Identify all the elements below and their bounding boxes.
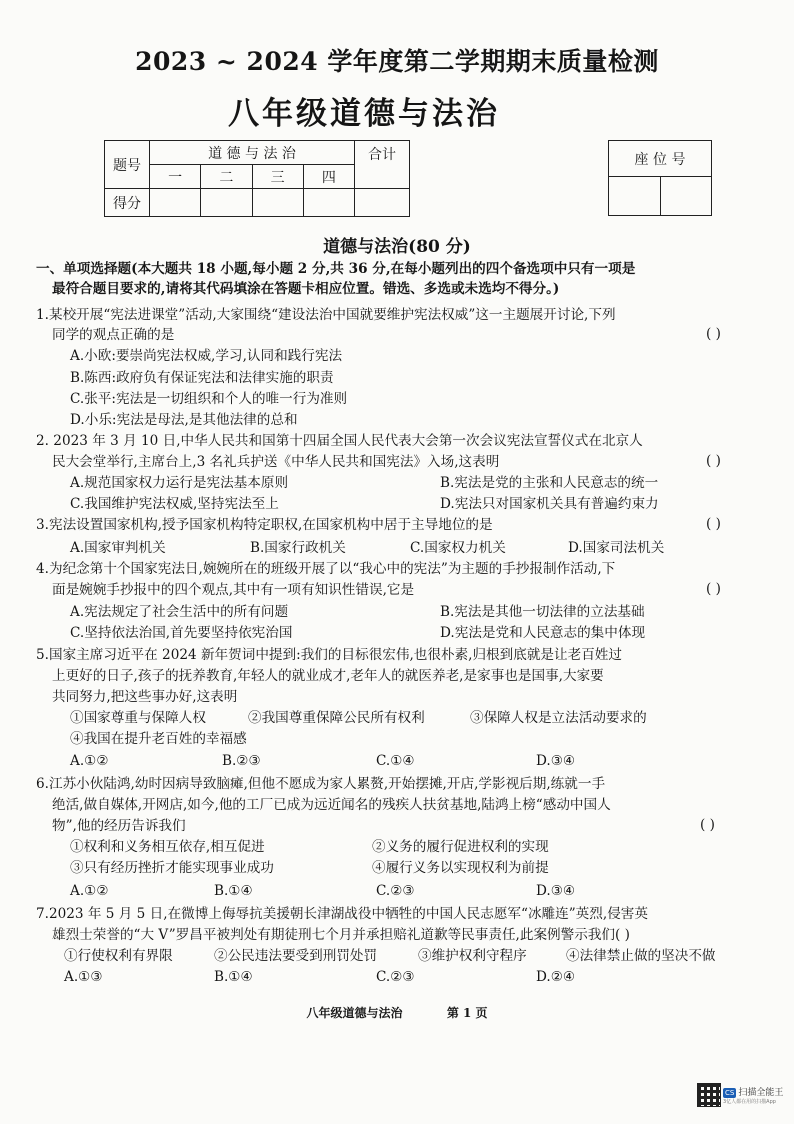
q6-option-a: A.①② (70, 883, 109, 899)
q6-stem-line1: 6.江苏小伙陆鸿,幼时因病导致脑瘫,但他不愿成为家人累赘,开始摆摊,开店,学影视后期,练就一手 (36, 776, 606, 792)
q2-answer-paren[interactable]: ( ) (706, 453, 721, 469)
q5-item-1: ①国家尊重与保障人权 (70, 710, 206, 726)
seat-number-box (608, 140, 712, 216)
scanner-watermark-subtext: 3亿人都在用的扫描App (723, 1099, 776, 1105)
q1-option-d: D.小乐:宪法是母法,是其他法律的总和 (70, 412, 298, 428)
q5-stem-line2: 上更好的日子,孩子的抚养教育,年轻人的就业成才,老年人的就医养老,是家事也是国事,大家要 (52, 668, 604, 684)
q6-option-c: C.②③ (376, 883, 415, 899)
q1-answer-paren[interactable]: ( ) (706, 326, 721, 342)
q7-stem-line1: 7.2023 年 5 月 5 日,在微博上侮辱抗美援朝长津湖战役中牺牲的中国人民志愿军“冰雕连”英烈,侵害英 (36, 906, 648, 922)
q7-item-4: ④法律禁止做的坚决不做 (566, 948, 716, 964)
score-cell-3[interactable] (252, 189, 303, 217)
q3-option-d: D.国家司法机关 (568, 540, 665, 556)
q4-option-a: A.宪法规定了社会生活中的所有问题 (70, 604, 289, 620)
q6-item-2: ②义务的履行促进权利的实现 (372, 839, 549, 855)
section-title: 道德与法治(80 分) (323, 237, 471, 257)
q5-option-d: D.③④ (536, 753, 576, 769)
q7-option-a: A.①③ (64, 969, 103, 985)
q3-answer-paren[interactable]: ( ) (706, 516, 721, 532)
scanner-watermark (723, 1085, 783, 1098)
q5-stem-line1: 5.国家主席习近平在 2024 新年贺词中提到:我们的目标很宏伟,也很朴素,归根到底就是让老百姓过 (36, 647, 622, 663)
q7-item-1: ①行使权利有界限 (64, 948, 173, 964)
score-cell-2[interactable] (201, 189, 252, 217)
row-label-question: 题号 (105, 141, 150, 189)
q1-stem-line2: 同学的观点正确的是 (52, 327, 175, 343)
q6-item-1: ①权利和义务相互依存,相互促进 (70, 839, 265, 855)
q2-option-a: A.规范国家权力运行是宪法基本原则 (70, 475, 289, 491)
q7-stem-line2: 雄烈士荣誉的“大 V”罗昌平被判处有期徒刑七个月并承担赔礼道歉等民事责任,此案例警示我们( ) (52, 927, 630, 943)
footer-subject: 八年级道德与法治 (306, 1006, 403, 1020)
q7-item-3: ③维护权利守程序 (418, 948, 527, 964)
q1-stem-line1: 1.某校开展“宪法进课堂”活动,大家围绕“建设法治中国就要维护宪法权威”这一主题展开讨论,下列 (36, 307, 616, 323)
q6-item-3: ③只有经历挫折才能实现事业成功 (70, 860, 274, 876)
q5-item-3: ③保障人权是立法活动要求的 (470, 710, 647, 726)
q5-option-b: B.②③ (222, 753, 261, 769)
q1-option-c: C.张平:宪法是一切组织和个人的唯一行为准则 (70, 391, 348, 407)
q7-option-d: D.②④ (536, 969, 576, 985)
col-1: 一 (150, 165, 201, 189)
q7-option-c: C.②③ (376, 969, 415, 985)
q3-option-b: B.国家行政机关 (250, 540, 346, 556)
subject-header: 道 德 与 法 治 (150, 141, 355, 165)
exam-subtitle: 八年级道德与法治 (228, 96, 500, 132)
section-instruction-line2: 最符合题目要求的,请将其代码填涂在答题卡相应位置。错选、多选或未选均不得分。) (52, 281, 560, 297)
total-header: 合计 (355, 141, 410, 189)
q5-item-4: ④我国在提升老百姓的幸福感 (70, 731, 247, 747)
q3-option-c: C.国家权力机关 (410, 540, 506, 556)
q3-stem: 3.宪法设置国家机构,授予国家机构特定职权,在国家机构中居于主导地位的是 (36, 517, 493, 533)
q6-answer-paren[interactable]: ( ) (700, 817, 715, 833)
q5-stem-line3: 共同努力,把这些事办好,这表明 (52, 689, 238, 705)
q2-stem-line1: 2. 2023 年 3 月 10 日,中华人民共和国第十四届全国人民代表大会第一次会议宪法宣誓仪式在北京人 (36, 433, 643, 449)
seat-label: 座 位 号 (609, 141, 712, 177)
q6-item-4: ④履行义务以实现权利为前提 (372, 860, 549, 876)
q5-option-a: A.①② (70, 753, 109, 769)
col-4: 四 (303, 165, 354, 189)
q6-stem-line2: 绝活,做自媒体,开网店,如今,他的工厂已成为远近闻名的残疾人扶贫基地,陆鸿上榜“感动中国人 (52, 797, 611, 813)
seat-cell-1[interactable] (609, 177, 661, 216)
q2-option-c: C.我国维护宪法权威,坚持宪法至上 (70, 496, 279, 512)
q6-option-d: D.③④ (536, 883, 576, 899)
score-cell-total[interactable] (355, 189, 410, 217)
q7-item-2: ②公民违法要受到刑罚处罚 (214, 948, 378, 964)
q4-answer-paren[interactable]: ( ) (706, 581, 721, 597)
col-3: 三 (252, 165, 303, 189)
qr-code-icon (697, 1083, 721, 1107)
q1-option-a: A.小欧:要崇尚宪法权威,学习,认同和践行宪法 (70, 348, 343, 364)
footer-page-number: 第 1 页 (446, 1006, 488, 1020)
q2-option-d: D.宪法只对国家机关具有普遍约束力 (440, 496, 659, 512)
score-cell-1[interactable] (150, 189, 201, 217)
q6-option-b: B.①④ (214, 883, 253, 899)
q5-option-c: C.①④ (376, 753, 415, 769)
q7-option-b: B.①④ (214, 969, 253, 985)
q4-option-b: B.宪法是其他一切法律的立法基础 (440, 604, 645, 620)
q4-option-d: D.宪法是党和人民意志的集中体现 (440, 625, 646, 641)
seat-cell-2[interactable] (660, 177, 712, 216)
q2-option-b: B.宪法是党的主张和人民意志的统一 (440, 475, 659, 491)
score-table (104, 140, 410, 217)
col-2: 二 (201, 165, 252, 189)
camscanner-logo-icon: CS (725, 1089, 735, 1097)
q6-stem-line3: 物”,他的经历告诉我们 (52, 818, 186, 834)
q4-stem-line2: 面是婉婉手抄报中的四个观点,其中有一项有知识性错误,它是 (52, 582, 415, 598)
q3-option-a: A.国家审判机关 (70, 540, 166, 556)
page-footer (0, 1004, 794, 1021)
row-label-score: 得分 (105, 189, 150, 217)
exam-title: 2023 ~ 2024 学年度第二学期期末质量检测 (135, 47, 659, 76)
score-cell-4[interactable] (303, 189, 354, 217)
q2-stem-line2: 民大会堂举行,主席台上,3 名礼兵护送《中华人民共和国宪法》入场,这表明 (52, 454, 500, 470)
scanner-watermark-text: 扫描全能王 (738, 1088, 784, 1098)
q4-stem-line1: 4.为纪念第十个国家宪法日,婉婉所在的班级开展了以“我心中的宪法”为主题的手抄报制作活动,下 (36, 561, 616, 577)
q5-item-2: ②我国尊重保障公民所有权利 (248, 710, 425, 726)
q1-option-b: B.陈西:政府负有保证宪法和法律实施的职责 (70, 370, 334, 386)
q4-option-c: C.坚持依法治国,首先要坚持依宪治国 (70, 625, 293, 641)
section-instruction-line1: 一、单项选择题(本大题共 18 小题,每小题 2 分,共 36 分,在每小题列出的四个备选项中只有一项是 (36, 261, 636, 277)
